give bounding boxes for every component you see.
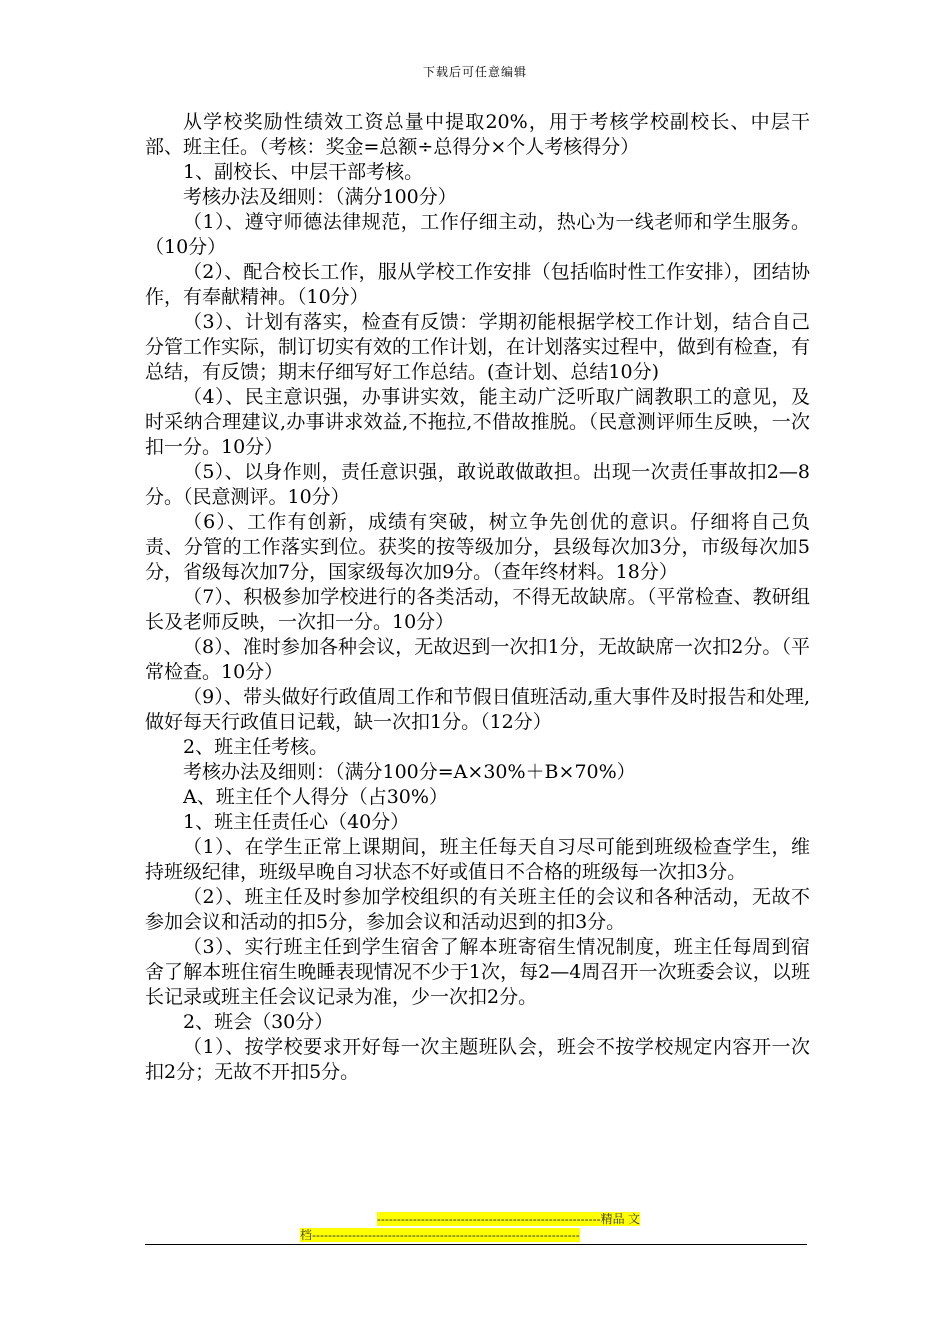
page-header-note: 下载后可任意编辑 <box>422 65 527 79</box>
paragraph: （3）、计划有落实，检查有反馈：学期初能根据学校工作计划，结合自己分管工作实际，制订切实有效的工作计划，在计划落实过程中，做到有检查，有总结，有反馈；期末仔细写好工作总结。(查计划、总结10分) <box>145 311 811 383</box>
paragraph: 从学校奖励性绩效工资总量中提取20%，用于考核学校副校长、中层干部、班主任。（考核：奖金=总额÷总得分×个人考核得分） <box>145 111 810 158</box>
paragraph: （2）、班主任及时参加学校组织的有关班主任的会议和各种活动，无故不参加会议和活动的扣5分，参加会议和活动迟到的扣3分。 <box>145 886 810 933</box>
paragraph: 1、副校长、中层干部考核。 <box>183 161 424 183</box>
footer-line-2: 档------------------------------------------------------------------- <box>300 1228 580 1242</box>
paragraph: （3）、实行班主任到学生宿舍了解本班寄宿生情况制度，班主任每周到宿舍了解本班住宿生晚睡表现情况不少于1次，每2—4周召开一次班委会议，以班长记录或班主任会议记录为准，少一次扣2分。 <box>145 936 810 1008</box>
paragraph: （9）、带头做好行政值周工作和节假日值班活动,重大事件及时报告和处理,做好每天行政值日记载，缺一次扣1分。（12分） <box>145 686 810 733</box>
document-body <box>145 110 810 1085</box>
footer-divider <box>145 1244 807 1245</box>
paragraph: （8）、准时参加各种会议，无故迟到一次扣1分，无故缺席一次扣2分。（平常检查。10分） <box>145 636 810 683</box>
footer-watermark <box>300 1211 660 1243</box>
paragraph: （1）、遵守师德法律规范，工作仔细主动，热心为一线老师和学生服务。（10分） <box>145 211 810 258</box>
paragraph: （5）、以身作则，责任意识强，敢说敢做敢担。出现一次责任事故扣2—8分。（民意测评。10分） <box>145 461 810 508</box>
paragraph: 2、班会（30分） <box>183 1011 334 1033</box>
paragraph: 考核办法及细则：（满分100分） <box>183 186 457 208</box>
paragraph: （4）、民主意识强，办事讲实效，能主动广泛听取广阔教职工的意见，及时采纳合理建议,办事讲求效益,不拖拉,不借故推脱。（民意测评师生反映，一次扣一分。10分） <box>145 386 810 458</box>
paragraph: A、班主任个人得分（占30%） <box>183 786 448 808</box>
paragraph: 1、班主任责任心（40分） <box>183 811 410 833</box>
footer-line-1: --------------------------------------------------------精品 文 <box>376 1212 640 1226</box>
paragraph: 2、班主任考核。 <box>183 736 329 758</box>
paragraph: 考核办法及细则：（满分100分=A×30%＋B×70%） <box>183 761 636 783</box>
paragraph: （1）、在学生正常上课期间，班主任每天自习尽可能到班级检查学生，维持班级纪律，班级早晚自习状态不好或值日不合格的班级每一次扣3分。 <box>145 836 810 883</box>
paragraph: （6）、工作有创新，成绩有突破，树立争先创优的意识。仔细将自己负责、分管的工作落实到位。获奖的按等级加分，县级每次加3分，市级每次加5分，省级每次加7分，国家级每次加9分。（查年终材料。18分） <box>145 511 810 583</box>
paragraph: （2）、配合校长工作，服从学校工作安排（包括临时性工作安排），团结协作，有奉献精神。（10分） <box>145 261 810 308</box>
paragraph: （7）、积极参加学校进行的各类活动，不得无故缺席。（平常检查、教研组长及老师反映，一次扣一分。10分） <box>145 586 810 633</box>
paragraph: （1）、按学校要求开好每一次主题班队会，班会不按学校规定内容开一次扣2分；无故不开扣5分。 <box>145 1036 810 1083</box>
